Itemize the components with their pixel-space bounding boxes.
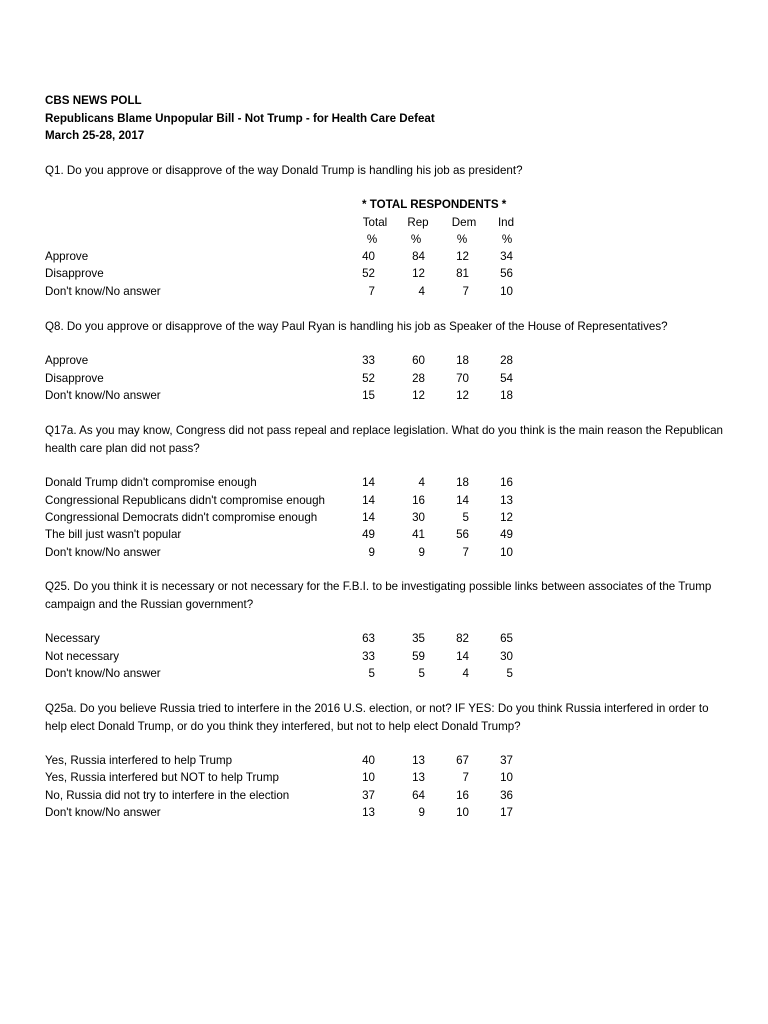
column-header-rep: Rep bbox=[407, 216, 429, 229]
value-rep: 41 bbox=[412, 528, 425, 541]
question-q25a: Q25a. Do you believe Russia tried to interfere in the 2016 U.S. election, or not? IF YES: Do you think Russia interfered in order to help elect Donald Trump, or do you think they interfered, but not to help elect Donald Trump? bbox=[45, 702, 709, 733]
value-total: 40 bbox=[362, 754, 375, 767]
value-rep: 13 bbox=[412, 771, 425, 784]
value-ind: 28 bbox=[500, 354, 513, 367]
table-row bbox=[45, 787, 525, 804]
column-unit-rep: % bbox=[410, 233, 422, 246]
value-total: 33 bbox=[362, 650, 375, 663]
row-label: No, Russia did not try to interfere in the election bbox=[45, 789, 290, 802]
table-row bbox=[45, 509, 525, 526]
value-dem: 12 bbox=[456, 250, 469, 263]
value-rep: 4 bbox=[418, 285, 425, 298]
row-label: Yes, Russia interfered but NOT to help Trump bbox=[45, 771, 279, 784]
row-label: Don't know/No answer bbox=[45, 389, 161, 402]
value-total: 40 bbox=[362, 250, 375, 263]
question-q17a: Q17a. As you may know, Congress did not pass repeal and replace legislation. What do you think is the main reason the Republican health care plan did not pass? bbox=[45, 424, 723, 455]
row-label: Approve bbox=[45, 250, 89, 263]
row-label: Disapprove bbox=[45, 372, 104, 385]
value-dem: 4 bbox=[462, 667, 469, 680]
row-label: Disapprove bbox=[45, 267, 104, 280]
table-row bbox=[45, 492, 525, 509]
value-rep: 5 bbox=[418, 667, 425, 680]
value-dem: 16 bbox=[456, 789, 469, 802]
value-total: 14 bbox=[362, 494, 375, 507]
value-dem: 18 bbox=[456, 476, 469, 489]
value-dem: 7 bbox=[462, 771, 469, 784]
respondents-banner: * TOTAL RESPONDENTS * bbox=[362, 198, 507, 211]
value-ind: 54 bbox=[500, 372, 513, 385]
value-total: 37 bbox=[362, 789, 375, 802]
column-header-total: Total bbox=[362, 216, 388, 229]
row-label: Congressional Republicans didn't compromise enough bbox=[45, 494, 325, 507]
table-row bbox=[45, 665, 525, 682]
row-label: Don't know/No answer bbox=[45, 285, 161, 298]
value-dem: 81 bbox=[456, 267, 469, 280]
table-row bbox=[45, 474, 525, 491]
poll-headline: Republicans Blame Unpopular Bill - Not Trump - for Health Care Defeat bbox=[45, 112, 435, 125]
table-row bbox=[45, 752, 525, 769]
table-row bbox=[45, 283, 525, 300]
column-unit-ind: % bbox=[501, 233, 513, 246]
value-total: 52 bbox=[362, 267, 375, 280]
value-rep: 35 bbox=[412, 632, 425, 645]
table-row bbox=[45, 248, 525, 265]
row-label: Donald Trump didn't compromise enough bbox=[45, 476, 257, 489]
row-label: Don't know/No answer bbox=[45, 667, 161, 680]
row-label: Necessary bbox=[45, 632, 100, 645]
row-label: Don't know/No answer bbox=[45, 546, 161, 559]
value-total: 10 bbox=[362, 771, 375, 784]
column-header-dem: Dem bbox=[451, 216, 477, 229]
row-label: Don't know/No answer bbox=[45, 806, 161, 819]
value-ind: 18 bbox=[500, 389, 513, 402]
value-ind: 10 bbox=[500, 546, 513, 559]
row-label: Yes, Russia interfered to help Trump bbox=[45, 754, 233, 767]
value-ind: 36 bbox=[500, 789, 513, 802]
table-row bbox=[45, 648, 525, 665]
value-dem: 56 bbox=[456, 528, 469, 541]
row-label: Congressional Democrats didn't compromise enough bbox=[45, 511, 318, 524]
value-total: 14 bbox=[362, 511, 375, 524]
value-ind: 34 bbox=[500, 250, 513, 263]
column-unit-total: % bbox=[366, 233, 378, 246]
value-dem: 14 bbox=[456, 494, 469, 507]
value-rep: 16 bbox=[412, 494, 425, 507]
value-ind: 5 bbox=[506, 667, 513, 680]
value-ind: 12 bbox=[500, 511, 513, 524]
value-dem: 5 bbox=[462, 511, 469, 524]
value-rep: 64 bbox=[412, 789, 425, 802]
value-rep: 30 bbox=[412, 511, 425, 524]
value-rep: 59 bbox=[412, 650, 425, 663]
value-ind: 16 bbox=[500, 476, 513, 489]
table-row bbox=[45, 370, 525, 387]
value-total: 9 bbox=[368, 546, 375, 559]
value-rep: 84 bbox=[412, 250, 425, 263]
row-label: The bill just wasn't popular bbox=[45, 528, 182, 541]
table-row bbox=[45, 352, 525, 369]
value-rep: 13 bbox=[412, 754, 425, 767]
value-dem: 7 bbox=[462, 546, 469, 559]
value-ind: 37 bbox=[500, 754, 513, 767]
value-rep: 12 bbox=[412, 389, 425, 402]
value-total: 7 bbox=[368, 285, 375, 298]
question-q8: Q8. Do you approve or disapprove of the way Paul Ryan is handling his job as Speaker of the House of Representatives? bbox=[45, 320, 668, 333]
value-total: 33 bbox=[362, 354, 375, 367]
value-total: 52 bbox=[362, 372, 375, 385]
value-total: 49 bbox=[362, 528, 375, 541]
value-dem: 70 bbox=[456, 372, 469, 385]
value-ind: 65 bbox=[500, 632, 513, 645]
value-ind: 17 bbox=[500, 806, 513, 819]
value-ind: 10 bbox=[500, 771, 513, 784]
value-total: 15 bbox=[362, 389, 375, 402]
question-q1: Q1. Do you approve or disapprove of the way Donald Trump is handling his job as president? bbox=[45, 164, 523, 177]
value-rep: 12 bbox=[412, 267, 425, 280]
table-row bbox=[45, 265, 525, 282]
value-ind: 49 bbox=[500, 528, 513, 541]
value-ind: 56 bbox=[500, 267, 513, 280]
value-total: 14 bbox=[362, 476, 375, 489]
value-total: 63 bbox=[362, 632, 375, 645]
value-dem: 18 bbox=[456, 354, 469, 367]
table-row bbox=[45, 630, 525, 647]
value-dem: 67 bbox=[456, 754, 469, 767]
value-dem: 12 bbox=[456, 389, 469, 402]
value-rep: 4 bbox=[418, 476, 425, 489]
value-total: 5 bbox=[368, 667, 375, 680]
question-q25: Q25. Do you think it is necessary or not necessary for the F.B.I. to be investigating possible links between associates of the Trump campaign and the Russian government? bbox=[45, 580, 712, 611]
value-ind: 13 bbox=[500, 494, 513, 507]
value-rep: 60 bbox=[412, 354, 425, 367]
row-label: Approve bbox=[45, 354, 89, 367]
table-row bbox=[45, 804, 525, 821]
value-total: 13 bbox=[362, 806, 375, 819]
column-header-ind: Ind bbox=[497, 216, 515, 229]
value-dem: 82 bbox=[456, 632, 469, 645]
poll-source-title: CBS NEWS POLL bbox=[45, 94, 142, 107]
value-ind: 10 bbox=[500, 285, 513, 298]
table-row bbox=[45, 526, 525, 543]
value-rep: 9 bbox=[418, 806, 425, 819]
value-rep: 28 bbox=[412, 372, 425, 385]
value-dem: 7 bbox=[462, 285, 469, 298]
value-ind: 30 bbox=[500, 650, 513, 663]
column-unit-dem: % bbox=[456, 233, 468, 246]
row-label: Not necessary bbox=[45, 650, 120, 663]
value-dem: 14 bbox=[456, 650, 469, 663]
value-dem: 10 bbox=[456, 806, 469, 819]
table-row bbox=[45, 544, 525, 561]
poll-dates: March 25-28, 2017 bbox=[45, 129, 145, 142]
table-row bbox=[45, 769, 525, 786]
table-row bbox=[45, 387, 525, 404]
value-rep: 9 bbox=[418, 546, 425, 559]
